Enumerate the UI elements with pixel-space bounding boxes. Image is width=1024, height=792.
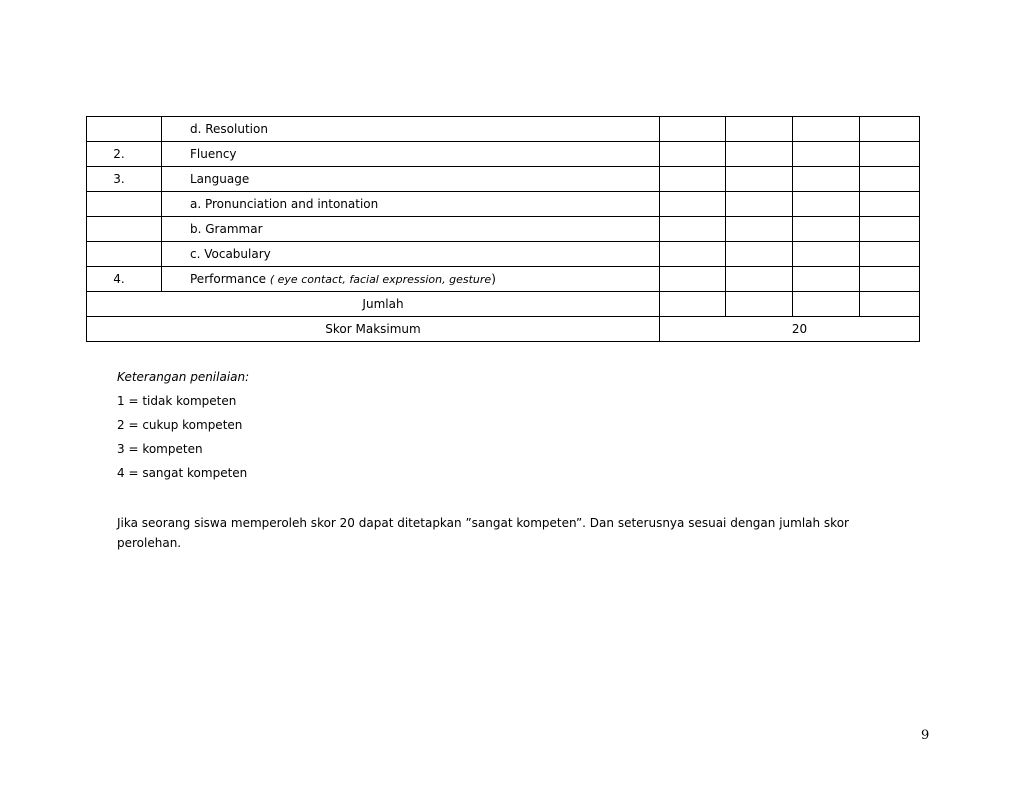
total-row xyxy=(87,292,920,317)
max-score-row xyxy=(87,317,920,342)
score-cell xyxy=(860,117,920,142)
score-cell xyxy=(726,217,793,242)
aspect-note: ( eye contact, facial expression, gesture xyxy=(269,272,492,286)
aspect-note-close: ) xyxy=(491,271,496,286)
score-cell xyxy=(860,292,920,317)
score-cell xyxy=(793,117,860,142)
row-number xyxy=(87,217,162,242)
score-cell xyxy=(793,292,860,317)
score-cell xyxy=(793,267,860,292)
table-row xyxy=(87,117,920,142)
legend-item: 3 = kompeten xyxy=(117,442,203,456)
score-cell xyxy=(726,192,793,217)
score-cell xyxy=(726,167,793,192)
score-cell xyxy=(793,242,860,267)
score-cell xyxy=(860,217,920,242)
row-number: 3. xyxy=(87,167,162,192)
score-cell xyxy=(726,242,793,267)
page-number: 9 xyxy=(921,728,930,743)
max-score-value: 20 xyxy=(660,317,920,342)
score-cell xyxy=(660,142,726,167)
score-cell xyxy=(793,167,860,192)
score-cell xyxy=(793,192,860,217)
score-cell xyxy=(860,242,920,267)
score-cell xyxy=(660,267,726,292)
score-cell xyxy=(860,167,920,192)
score-cell xyxy=(860,267,920,292)
legend-item: 2 = cukup kompeten xyxy=(117,418,243,432)
score-cell xyxy=(660,242,726,267)
score-cell xyxy=(660,167,726,192)
explanation-paragraph: Jika seorang siswa memperoleh skor 20 dapat ditetapkan ”sangat kompeten”. Dan seterusnya sesuai dengan jumlah skor perolehan. xyxy=(117,516,849,550)
row-number xyxy=(87,117,162,142)
aspect-label: d. Resolution xyxy=(162,117,660,142)
score-cell xyxy=(793,142,860,167)
aspect-label-text: Performance xyxy=(190,271,270,286)
aspect-label: Language xyxy=(162,167,660,192)
table-row xyxy=(87,217,920,242)
legend-item: 1 = tidak kompeten xyxy=(117,394,237,408)
score-cell xyxy=(726,142,793,167)
aspect-label: a. Pronunciation and intonation xyxy=(162,192,660,217)
aspect-label: Fluency xyxy=(162,142,660,167)
score-cell xyxy=(660,217,726,242)
score-cell xyxy=(793,217,860,242)
table-row xyxy=(87,192,920,217)
score-cell xyxy=(726,267,793,292)
score-cell xyxy=(660,292,726,317)
aspect-label: c. Vocabulary xyxy=(162,242,660,267)
score-cell xyxy=(726,292,793,317)
table-row xyxy=(87,267,920,292)
assessment-legend xyxy=(117,368,249,488)
score-cell xyxy=(726,117,793,142)
assessment-table xyxy=(86,116,920,342)
max-score-label: Skor Maksimum xyxy=(87,317,660,342)
row-number xyxy=(87,242,162,267)
table-row xyxy=(87,242,920,267)
score-cell xyxy=(860,192,920,217)
legend-title: Keterangan penilaian: xyxy=(117,370,250,384)
row-number: 4. xyxy=(87,267,162,292)
score-cell xyxy=(660,192,726,217)
legend-item: 4 = sangat kompeten xyxy=(117,466,248,480)
row-number xyxy=(87,192,162,217)
aspect-label: b. Grammar xyxy=(162,217,660,242)
total-label: Jumlah xyxy=(87,292,660,317)
score-cell xyxy=(860,142,920,167)
table-row xyxy=(87,142,920,167)
score-cell xyxy=(660,117,726,142)
row-number: 2. xyxy=(87,142,162,167)
aspect-label xyxy=(162,267,660,292)
table-row xyxy=(87,167,920,192)
